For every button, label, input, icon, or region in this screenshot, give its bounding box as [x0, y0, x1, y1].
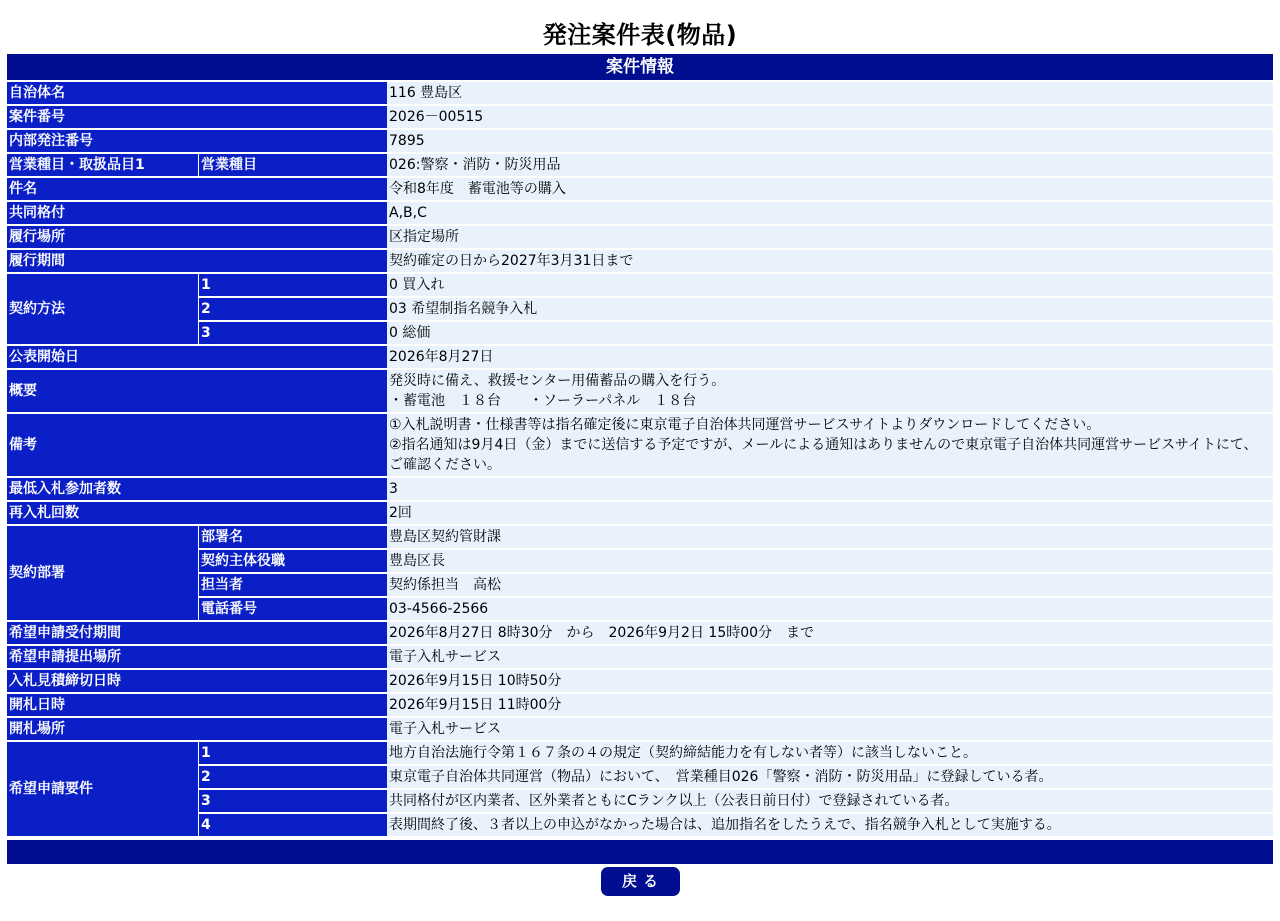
label-eigyo: 営業種目・取扱品目1 — [7, 154, 198, 176]
sublabel-yoken-4: 4 — [198, 814, 387, 836]
row-saitei — [7, 478, 1273, 500]
value-yoken-3: 共同格付が区内業者、区外業者ともにCランク以上（公表日前日付）で登録されている者。 — [387, 790, 1273, 812]
row-hoho-1 — [7, 274, 1273, 296]
row-busho-1 — [7, 526, 1273, 548]
anken-info-panel — [7, 54, 1273, 864]
label-kaisatsu-date: 開札日時 — [7, 694, 387, 716]
label-hoho: 契約方法 — [7, 274, 198, 344]
label-anken-no: 案件番号 — [7, 106, 387, 128]
value-yoken-2: 東京電子自治体共同運営（物品）において、 営業種目026「警察・消防・防災用品」に登録している者。 — [387, 766, 1273, 788]
row-kohyo — [7, 346, 1273, 368]
row-shimekiri — [7, 670, 1273, 692]
row-sainyu — [7, 502, 1273, 524]
value-sainyu: 2回 — [387, 502, 1273, 524]
row-uketsuke — [7, 622, 1273, 644]
biko-line-2: ②指名通知は9月4日（金）までに送信する予定ですが、メールによる通知はありませんので東京電子自治体共同運営サービスサイトにて、ご確認ください。 — [389, 437, 1258, 473]
row-kyodo — [7, 202, 1273, 224]
label-kenmei: 件名 — [7, 178, 387, 200]
button-row — [0, 867, 1280, 896]
back-button[interactable]: 戻る — [601, 867, 680, 896]
label-kikan: 履行期間 — [7, 250, 387, 272]
row-yoken-1 — [7, 742, 1273, 764]
sublabel-yoken-3: 3 — [198, 790, 387, 812]
label-biko: 備考 — [7, 414, 387, 476]
row-gaiyo — [7, 370, 1273, 412]
value-kaisatsu-place: 電子入札サービス — [387, 718, 1273, 740]
footer-bar — [7, 840, 1273, 864]
value-biko — [387, 414, 1273, 476]
row-naibu-no — [7, 130, 1273, 152]
value-kikan: 契約確定の日から2027年3月31日まで — [387, 250, 1273, 272]
label-naibu-no: 内部発注番号 — [7, 130, 387, 152]
sublabel-busho-2: 契約主体役職 — [198, 550, 387, 572]
value-yoken-4: 表期間終了後、３者以上の申込がなかった場合は、追加指名をしたうえで、指名競争入札として実施する。 — [387, 814, 1273, 836]
label-sainyu: 再入札回数 — [7, 502, 387, 524]
row-biko — [7, 414, 1273, 476]
page-title: 発注案件表(物品) — [542, 21, 738, 49]
value-anken-no: 2026－00515 — [387, 106, 1273, 128]
section-header: 案件情報 — [7, 54, 1273, 80]
value-jichitai: 116 豊島区 — [387, 82, 1273, 104]
value-hoho-2: 03 希望制指名競争入札 — [387, 298, 1273, 320]
value-naibu-no: 7895 — [387, 130, 1273, 152]
label-gaiyo: 概要 — [7, 370, 387, 412]
value-kohyo: 2026年8月27日 — [387, 346, 1273, 368]
label-teishutsu: 希望申請提出場所 — [7, 646, 387, 668]
row-anken-no — [7, 106, 1273, 128]
value-hoho-3: 0 総価 — [387, 322, 1273, 344]
label-saitei: 最低入札参加者数 — [7, 478, 387, 500]
value-yoken-1: 地方自治法施行令第１６７条の４の規定（契約締結能力を有しない者等）に該当しないこと。 — [387, 742, 1273, 764]
value-busho-4: 03-4566-2566 — [387, 598, 1273, 620]
value-kaisatsu-date: 2026年9月15日 11時00分 — [387, 694, 1273, 716]
label-busho: 契約部署 — [7, 526, 198, 620]
value-busho-3: 契約係担当 高松 — [387, 574, 1273, 596]
value-busho-2: 豊島区長 — [387, 550, 1273, 572]
row-kikan — [7, 250, 1273, 272]
value-kenmei: 令和8年度 蓄電池等の購入 — [387, 178, 1273, 200]
label-kaisatsu-place: 開札場所 — [7, 718, 387, 740]
value-basho: 区指定場所 — [387, 226, 1273, 248]
label-kyodo: 共同格付 — [7, 202, 387, 224]
row-kaisatsu-date — [7, 694, 1273, 716]
value-saitei: 3 — [387, 478, 1273, 500]
label-uketsuke: 希望申請受付期間 — [7, 622, 387, 644]
label-shimekiri: 入札見積締切日時 — [7, 670, 387, 692]
biko-line-1: ①入札説明書・仕様書等は指名確定後に東京電子自治体共同運営サービスサイトよりダウンロードしてください。 — [389, 417, 1101, 433]
value-hoho-1: 0 買入れ — [387, 274, 1273, 296]
sublabel-eigyo: 営業種目 — [198, 154, 387, 176]
gaiyo-line-1: 発災時に備え、救援センター用備蓄品の購入を行う。 — [389, 373, 726, 389]
sublabel-hoho-1: 1 — [198, 274, 387, 296]
sublabel-busho-3: 担当者 — [198, 574, 387, 596]
sublabel-hoho-3: 3 — [198, 322, 387, 344]
value-eigyo: 026:警察・消防・防災用品 — [387, 154, 1273, 176]
row-teishutsu — [7, 646, 1273, 668]
row-kaisatsu-place — [7, 718, 1273, 740]
value-kyodo: A,B,C — [387, 202, 1273, 224]
label-jichitai: 自治体名 — [7, 82, 387, 104]
row-kenmei — [7, 178, 1273, 200]
label-yoken: 希望申請要件 — [7, 742, 198, 836]
value-busho-1: 豊島区契約管財課 — [387, 526, 1273, 548]
sublabel-hoho-2: 2 — [198, 298, 387, 320]
value-gaiyo — [387, 370, 1273, 412]
sublabel-yoken-1: 1 — [198, 742, 387, 764]
value-uketsuke: 2026年8月27日 8時30分 から 2026年9月2日 15時00分 まで — [387, 622, 1273, 644]
row-jichitai — [7, 82, 1273, 104]
value-teishutsu: 電子入札サービス — [387, 646, 1273, 668]
value-shimekiri: 2026年9月15日 10時50分 — [387, 670, 1273, 692]
row-basho — [7, 226, 1273, 248]
label-basho: 履行場所 — [7, 226, 387, 248]
row-eigyo — [7, 154, 1273, 176]
sublabel-yoken-2: 2 — [198, 766, 387, 788]
gaiyo-line-2: ・蓄電池 １８台 ・ソーラーパネル １８台 — [389, 393, 697, 409]
sublabel-busho-4: 電話番号 — [198, 598, 387, 620]
sublabel-busho-1: 部署名 — [198, 526, 387, 548]
anken-info-table — [7, 80, 1273, 838]
label-kohyo: 公表開始日 — [7, 346, 387, 368]
